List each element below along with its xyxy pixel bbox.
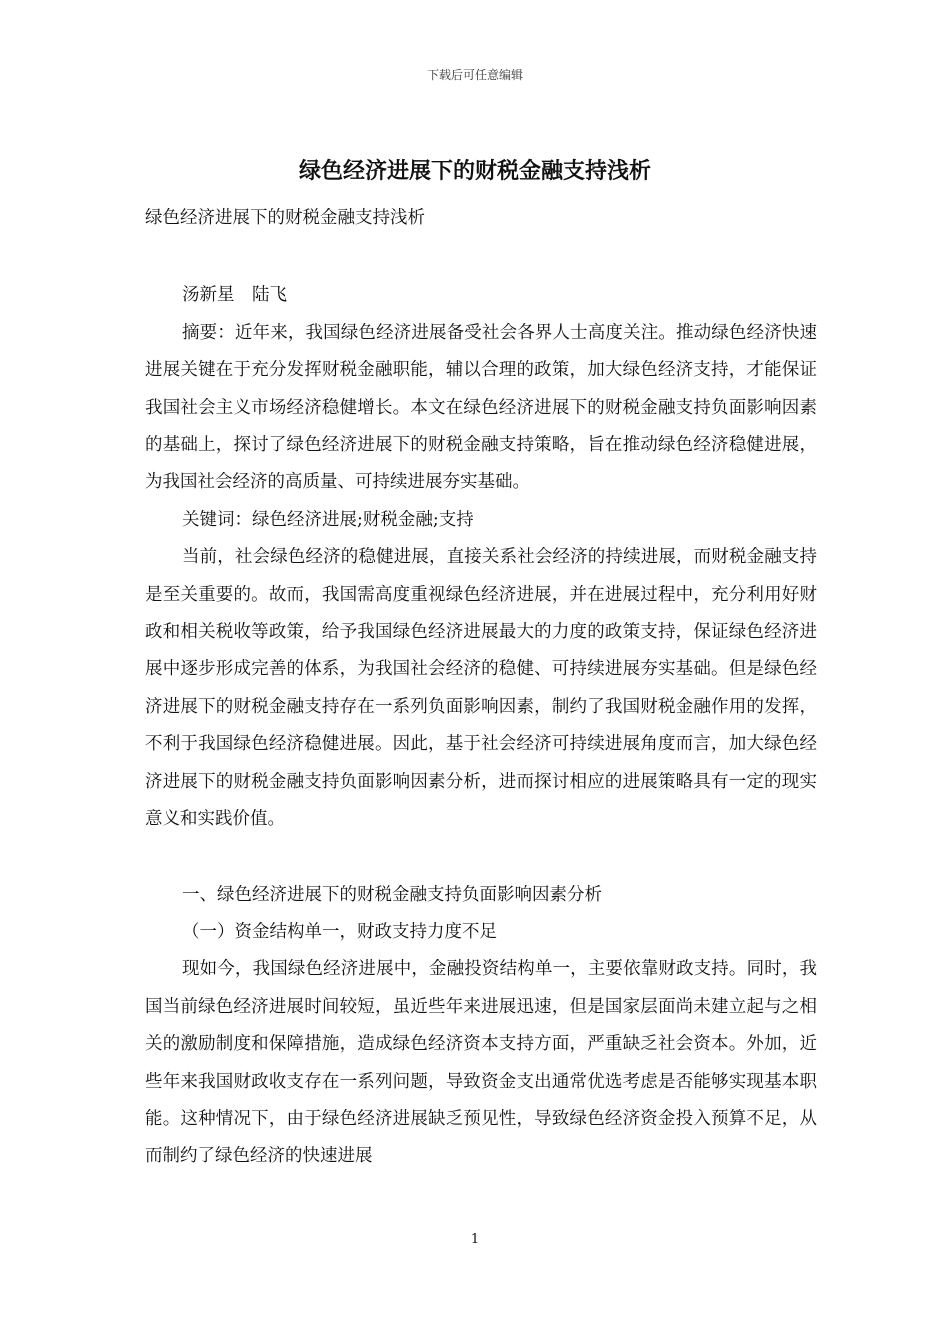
header-note: 下载后可任意编辑 <box>426 68 523 82</box>
subsection-heading: （一）资金结构单一，财政支持力度不足 <box>182 921 497 942</box>
document-title: 绿色经济进展下的财税金融支持浅析 <box>298 159 651 184</box>
keywords: 关键词：绿色经济进展;财税金融;支持 <box>182 509 474 530</box>
abstract-paragraph: 摘要：近年来，我国绿色经济进展备受社会各界人士高度关注。推动绿色经济快速进展关键在于充分发挥财税金融职能，辅以合理的政策，加大绿色经济支持，才能保证我国社会主义市场经济稳健增长。本文在绿色经济进展下的财税金融支持负面影响因素的基础上，探讨了绿色经济进展下的财税金融支持策略，旨在推动绿色经济稳健进展，为我国社会经济的高质量、可持续进展夯实基础。 <box>145 322 817 493</box>
body-paragraph: 现如今，我国绿色经济进展中，金融投资结构单一，主要依靠财政支持。同时，我国当前绿色经济进展时间较短，虽近些年来进展迅速，但是国家层面尚未建立起与之相关的激励制度和保障措施，造成绿色经济资本支持方面，严重缺乏社会资本。外加，近些年来我国财政收支存在一系列问题，导致资金支出通常优选考虑是否能够实现基本职能。这种情况下，由于绿色经济进展缺乏预见性，导致绿色经济资金投入预算不足，从而制约了绿色经济的快速进展 <box>145 959 817 1167</box>
intro-paragraph: 当前，社会绿色经济的稳健进展，直接关系社会经济的持续进展，而财税金融支持是至关重要的。故而，我国需高度重视绿色经济进展，并在进展过程中，充分利用好财政和相关税收等政策，给予我国绿色经济进展最大的力度的政策支持，保证绿色经济进展中逐步形成完善的体系，为我国社会经济的稳健、可持续进展夯实基础。但是绿色经济进展下的财税金融支持存在一系列负面影响因素，制约了我国财税金融作用的发挥，不利于我国绿色经济稳健进展。因此，基于社会经济可持续进展角度而言，加大绿色经济进展下的财税金融支持负面影响因素分析，进而探讨相应的进展策略具有一定的现实意义和实践价值。 <box>145 547 817 830</box>
document-body <box>145 200 817 1176</box>
page-number: 1 <box>470 1232 480 1247</box>
spacer <box>145 237 817 277</box>
section-heading: 一、绿色经济进展下的财税金融支持负面影响因素分析 <box>182 884 602 905</box>
subtitle: 绿色经济进展下的财税金融支持浅析 <box>145 208 425 228</box>
authors: 汤新星 陆飞 <box>182 285 287 306</box>
spacer <box>145 839 817 877</box>
